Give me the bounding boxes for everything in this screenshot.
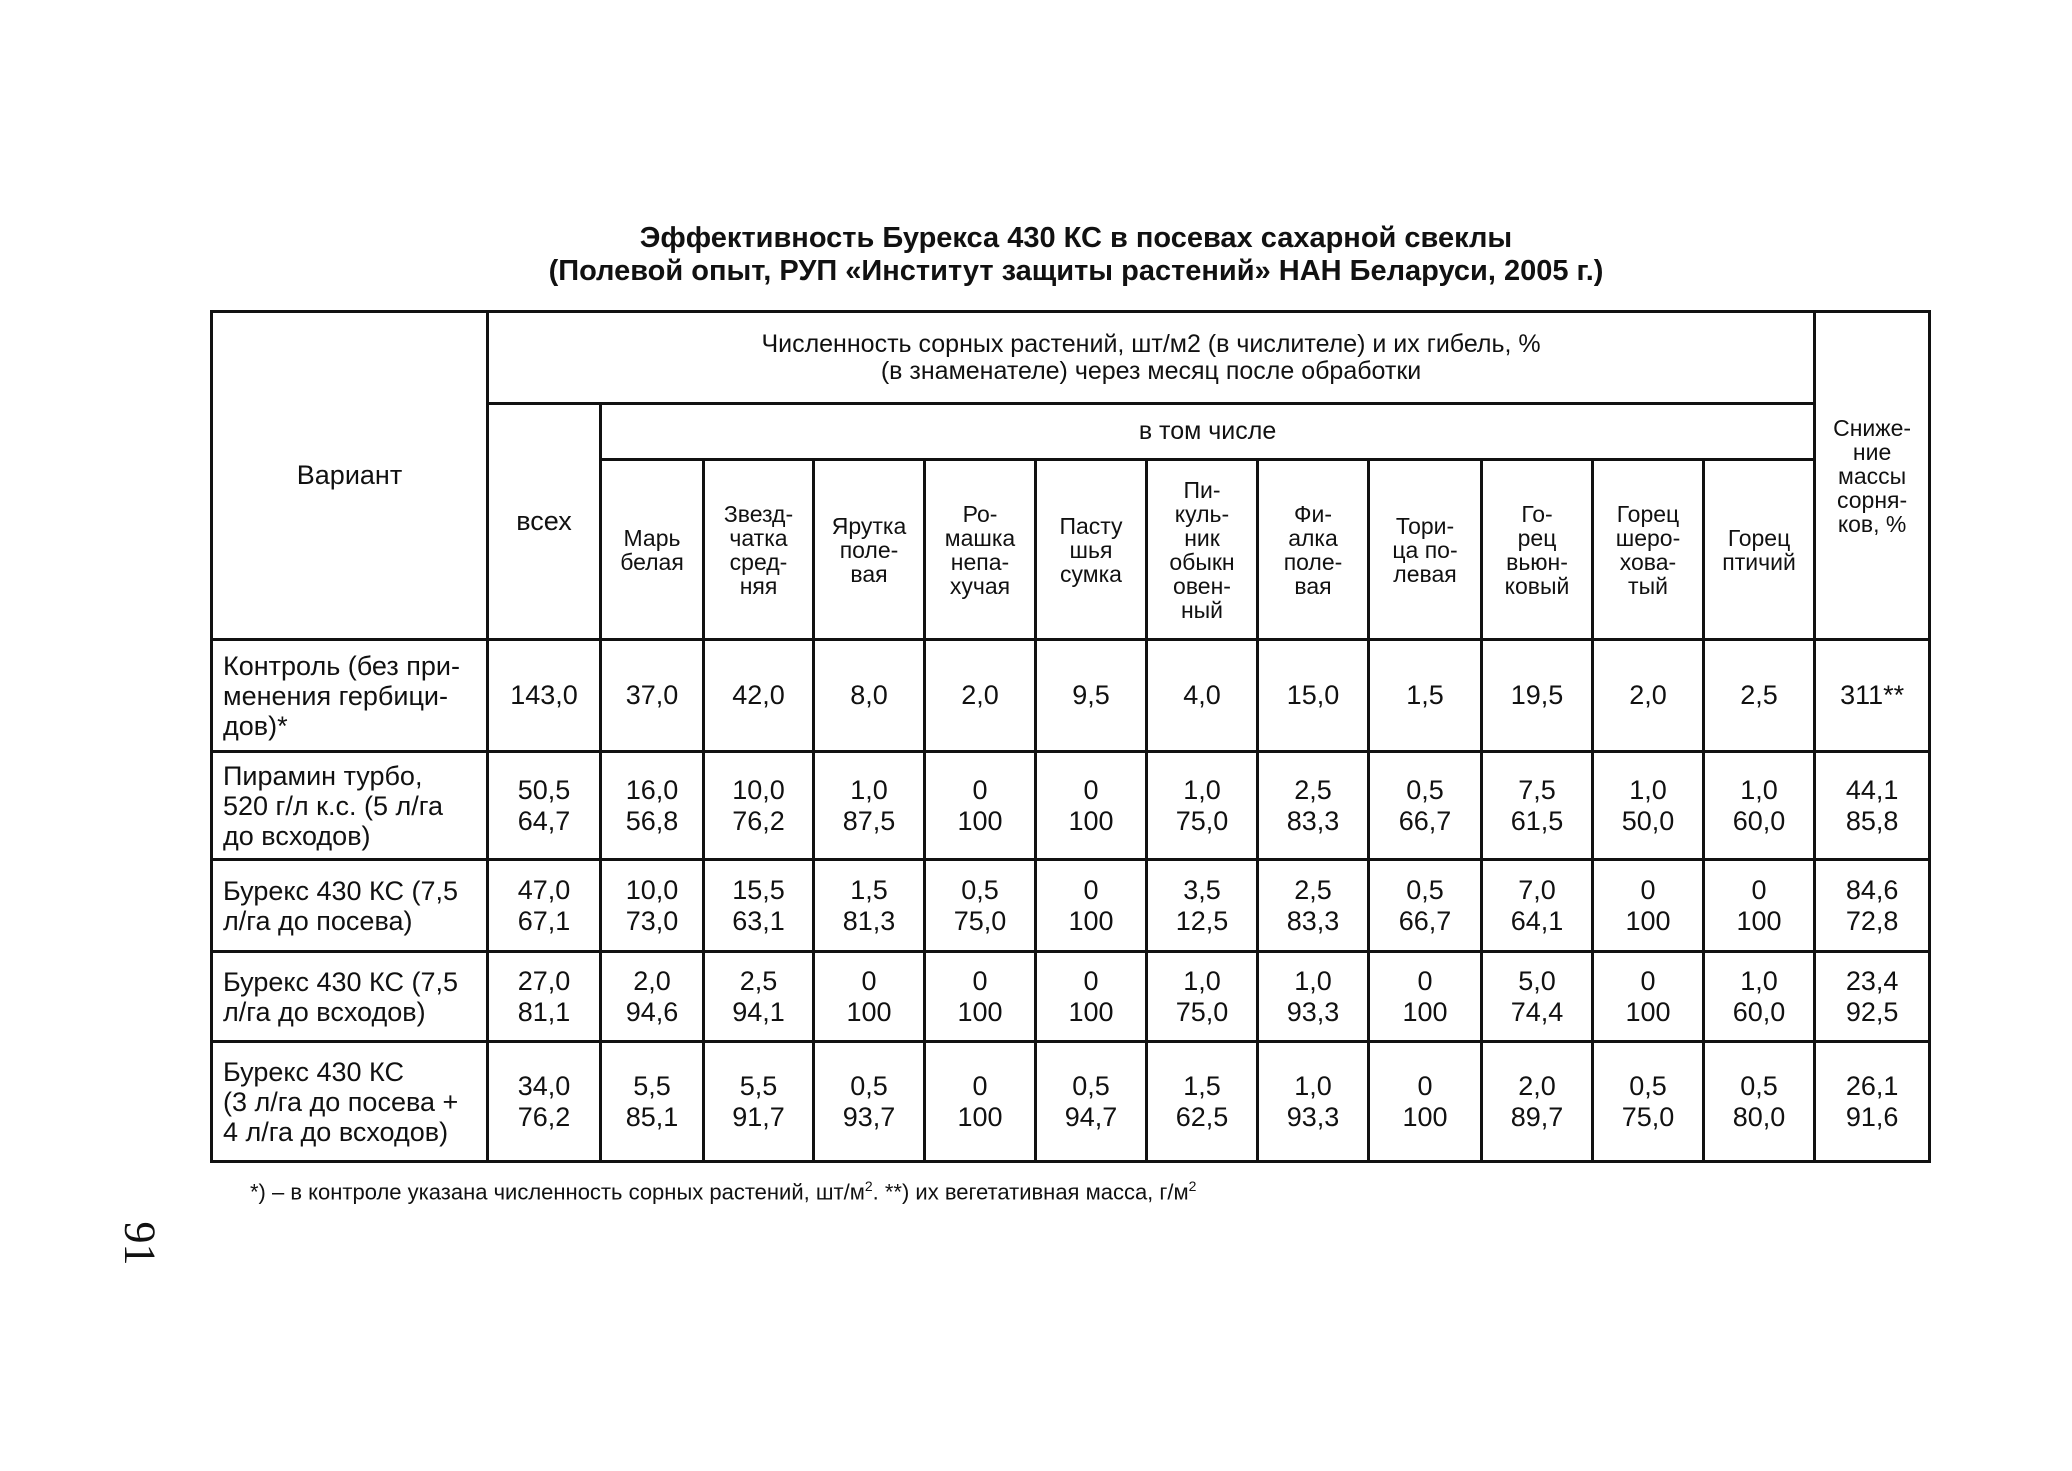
value-line: 100	[1736, 905, 1782, 936]
value-cell	[1369, 952, 1482, 1042]
value-line: 64,7	[517, 805, 571, 836]
variant-line: Пирамин турбо,	[223, 760, 423, 791]
value-line: 93,3	[1286, 996, 1340, 1027]
species-header-line: ца по-	[1392, 536, 1458, 563]
species-header	[601, 460, 704, 640]
value-line: 50,0	[1621, 805, 1675, 836]
species-header-line: поле-	[1283, 548, 1343, 575]
species-header-line: Тори-	[1395, 512, 1455, 539]
total-cell	[488, 640, 601, 752]
value-cell	[1593, 952, 1704, 1042]
species-header	[1704, 460, 1815, 640]
species-header-line: шья	[1069, 536, 1113, 563]
mass-header-line: Сниже-	[1833, 414, 1912, 441]
value-cell	[1369, 640, 1482, 752]
value-line: 2,0	[633, 965, 671, 996]
value-line: 73,0	[625, 905, 679, 936]
value-cell	[814, 952, 925, 1042]
value-cell	[1147, 1042, 1258, 1162]
value-line: 0	[972, 965, 988, 996]
species-header-line: машка	[944, 524, 1016, 551]
value-line: 1,0	[1629, 774, 1667, 805]
value-cell	[814, 640, 925, 752]
species-header	[1369, 460, 1482, 640]
value-line: 12,5	[1175, 905, 1229, 936]
species-header-line: Фи-	[1294, 500, 1332, 527]
variant-cell	[212, 752, 488, 860]
variant-line: менения гербици-	[223, 680, 448, 711]
value-line: 83,3	[1286, 905, 1340, 936]
mass-cell	[1815, 952, 1930, 1042]
value-cell	[601, 640, 704, 752]
value-line: 0,5	[1629, 1070, 1667, 1101]
mass-header-line: сорня-	[1837, 486, 1908, 513]
species-header-line: хова-	[1619, 548, 1677, 575]
value-cell	[1036, 952, 1147, 1042]
value-line: 84,6	[1845, 874, 1899, 905]
value-cell	[1482, 752, 1593, 860]
value-cell	[1704, 640, 1815, 752]
species-header-line: вая	[850, 560, 888, 587]
species-header-line: поле-	[839, 536, 899, 563]
species-header-line: сред-	[729, 548, 788, 575]
species-header-line: обыкн	[1169, 548, 1235, 575]
value-line: 100	[957, 996, 1003, 1027]
variant-line: Бурекс 430 КС	[223, 1056, 404, 1087]
species-header-line: няя	[739, 572, 778, 599]
value-line: 0	[1640, 874, 1656, 905]
variant-header: Вариант	[212, 312, 488, 640]
variant-cell	[212, 860, 488, 952]
variant-line: Контроль (без при-	[223, 650, 460, 681]
value-line: 2,5	[739, 965, 778, 996]
value-line: 2,0	[1518, 1070, 1556, 1101]
weed-count-header-line-1: Численность сорных растений, шт/м2 (в числителе) и их гибель, %	[761, 329, 1541, 358]
value-cell	[1482, 1042, 1593, 1162]
value-cell	[1704, 752, 1815, 860]
value-line: 100	[957, 805, 1003, 836]
value-line: 5,5	[739, 1070, 778, 1101]
total-header: всех	[488, 404, 601, 640]
value-cell	[925, 640, 1036, 752]
value-cell	[1369, 860, 1482, 952]
mass-cell	[1815, 752, 1930, 860]
value-line: 19,5	[1510, 680, 1564, 710]
value-line: 10,0	[625, 874, 679, 905]
value-line: 67,1	[517, 905, 571, 936]
species-header	[1482, 460, 1593, 640]
value-line: 1,0	[1294, 1070, 1332, 1101]
value-cell	[601, 860, 704, 952]
value-line: 0	[1640, 965, 1656, 996]
value-line: 56,8	[625, 805, 679, 836]
value-line: 85,1	[625, 1101, 679, 1132]
value-line: 0	[1417, 1070, 1433, 1101]
value-line: 92,5	[1845, 996, 1899, 1027]
value-cell	[925, 752, 1036, 860]
value-cell	[1704, 860, 1815, 952]
value-cell	[1147, 640, 1258, 752]
table-row	[212, 860, 1930, 952]
value-line: 2,5	[1740, 680, 1778, 710]
value-line: 64,1	[1510, 905, 1564, 936]
species-header	[704, 460, 814, 640]
value-line: 75,0	[1175, 996, 1229, 1027]
species-header-line: Горец	[1616, 500, 1680, 527]
value-cell	[704, 860, 814, 952]
table-title	[210, 222, 1942, 288]
mass-cell	[1815, 640, 1930, 752]
value-line: 100	[1068, 805, 1114, 836]
value-line: 93,3	[1286, 1101, 1340, 1132]
value-line: 26,1	[1845, 1070, 1899, 1101]
value-cell	[1482, 860, 1593, 952]
value-line: 91,7	[732, 1101, 785, 1132]
value-line: 0	[972, 1070, 988, 1101]
value-line: 75,0	[1175, 805, 1229, 836]
value-line: 61,5	[1510, 805, 1564, 836]
value-line: 100	[1068, 905, 1114, 936]
value-line: 42,0	[732, 680, 785, 710]
species-header	[1258, 460, 1369, 640]
value-line: 16,0	[625, 774, 679, 805]
value-cell	[1258, 860, 1369, 952]
value-line: 94,1	[732, 996, 785, 1027]
value-line: 100	[846, 996, 892, 1027]
value-line: 60,0	[1732, 805, 1786, 836]
species-header-line: вьюн-	[1506, 548, 1568, 575]
value-line: 93,7	[842, 1101, 896, 1132]
footnote: *) – в контроле указана численность сорных растений, $шт/м^2$. **) их вегетативная масса, $г/м^2$	[250, 1178, 1197, 1205]
species-header-line: Горец	[1727, 524, 1791, 551]
value-cell	[1036, 752, 1147, 860]
species-header-line: Звезд-	[723, 500, 794, 527]
value-line: 10,0	[732, 774, 785, 805]
value-cell	[1258, 640, 1369, 752]
value-cell	[1482, 640, 1593, 752]
variant-line: дов)*	[223, 710, 288, 741]
value-cell	[1258, 952, 1369, 1042]
species-header-line: тый	[1628, 572, 1668, 599]
value-cell	[1258, 1042, 1369, 1162]
value-line: 0	[1083, 965, 1099, 996]
value-line: 0,5	[1406, 774, 1444, 805]
total-cell	[488, 952, 601, 1042]
value-line: 94,7	[1064, 1101, 1118, 1132]
mass-header-line: массы	[1838, 462, 1907, 489]
including-header: в том числе	[601, 404, 1815, 460]
value-cell	[1593, 1042, 1704, 1162]
value-cell	[1704, 952, 1815, 1042]
value-line: 81,3	[842, 905, 896, 936]
variant-line: Бурекс 430 КС (7,5	[223, 875, 458, 906]
value-cell	[1369, 1042, 1482, 1162]
value-cell	[814, 1042, 925, 1162]
value-line: 62,5	[1175, 1101, 1229, 1132]
value-cell	[814, 752, 925, 860]
species-header-line: алка	[1288, 524, 1338, 551]
table-row	[212, 1042, 1930, 1162]
value-line: 81,1	[517, 996, 571, 1027]
value-line: 0	[861, 965, 877, 996]
value-line: 15,5	[732, 874, 785, 905]
value-cell	[1593, 640, 1704, 752]
species-header-line: Го-	[1521, 500, 1553, 527]
value-cell	[1482, 952, 1593, 1042]
value-line: 66,7	[1398, 905, 1452, 936]
species-header-line: непа-	[950, 548, 1010, 575]
value-line: 75,0	[953, 905, 1007, 936]
mass-cell	[1815, 860, 1930, 952]
efficacy-table	[210, 310, 1931, 1163]
value-cell	[1036, 1042, 1147, 1162]
value-line: 5,5	[633, 1070, 671, 1101]
species-header-line: левая	[1393, 560, 1457, 587]
value-line: 1,0	[1740, 965, 1778, 996]
value-cell	[601, 952, 704, 1042]
mass-reduction-header	[1815, 312, 1930, 640]
value-cell	[1147, 952, 1258, 1042]
value-line: 83,3	[1286, 805, 1340, 836]
value-line: 89,7	[1510, 1101, 1564, 1132]
value-cell	[601, 1042, 704, 1162]
title-line-1: Эффективность Бурекса 430 КС в посевах сахарной свеклы	[639, 222, 1513, 254]
species-header-line: шеро-	[1615, 524, 1681, 551]
value-line: 23,4	[1845, 965, 1899, 996]
total-cell	[488, 1042, 601, 1162]
species-header	[1593, 460, 1704, 640]
value-line: 100	[1402, 996, 1448, 1027]
value-line: 74,4	[1510, 996, 1564, 1027]
value-line: 60,0	[1732, 996, 1786, 1027]
value-line: 143,0	[510, 680, 578, 710]
species-header-line: ник	[1184, 524, 1220, 551]
weed-count-header-line-2: (в знаменателе) через месяц после обработки	[880, 356, 1422, 385]
species-header-line: птичий	[1722, 548, 1796, 575]
value-cell	[1036, 860, 1147, 952]
value-line: 0,5	[1072, 1070, 1110, 1101]
value-cell	[925, 1042, 1036, 1162]
species-header-line: Ярутка	[831, 512, 907, 539]
value-cell	[704, 952, 814, 1042]
variant-line: л/га до всходов)	[223, 996, 426, 1027]
species-header-line: Пи-	[1183, 476, 1221, 503]
value-line: 91,6	[1845, 1101, 1899, 1132]
variant-cell	[212, 1042, 488, 1162]
value-line: 0	[1083, 774, 1099, 805]
value-line: 94,6	[625, 996, 679, 1027]
species-header-line: Ро-	[962, 500, 998, 527]
variant-line: 520 г/л к.с. (5 л/га	[223, 790, 444, 821]
value-cell	[925, 860, 1036, 952]
value-line: 47,0	[517, 874, 571, 905]
value-cell	[1147, 752, 1258, 860]
value-line: 0,5	[1406, 874, 1444, 905]
value-line: 76,2	[732, 805, 785, 836]
table-row	[212, 752, 1930, 860]
species-header	[1147, 460, 1258, 640]
value-cell	[704, 752, 814, 860]
value-line: 0	[1751, 874, 1767, 905]
value-line: 1,5	[1183, 1070, 1221, 1101]
species-header-line: сумка	[1060, 560, 1122, 587]
value-cell	[925, 952, 1036, 1042]
species-header	[814, 460, 925, 640]
value-cell	[1593, 860, 1704, 952]
value-cell	[1258, 752, 1369, 860]
species-header-line: вая	[1294, 572, 1332, 599]
mass-header-line: ков, %	[1837, 510, 1907, 537]
value-line: 7,0	[1518, 874, 1556, 905]
value-cell	[1369, 752, 1482, 860]
value-line: 1,5	[1406, 680, 1444, 710]
species-header-line: чатка	[729, 524, 788, 551]
value-line: 37,0	[625, 680, 679, 710]
species-header-line: хучая	[949, 572, 1011, 599]
variant-line: (3 л/га до посева +	[223, 1086, 459, 1117]
variant-cell	[212, 952, 488, 1042]
value-line: 100	[957, 1101, 1003, 1132]
value-cell	[1036, 640, 1147, 752]
value-line: 44,1	[1845, 774, 1899, 805]
species-header-line: Пасту	[1059, 512, 1123, 539]
value-line: 5,0	[1518, 965, 1556, 996]
value-line: 9,5	[1072, 680, 1110, 710]
mass-cell	[1815, 1042, 1930, 1162]
value-line: 1,0	[1183, 965, 1221, 996]
value-line: 2,5	[1294, 774, 1332, 805]
value-line: 0,5	[1740, 1070, 1778, 1101]
total-cell	[488, 752, 601, 860]
value-line: 100	[1402, 1101, 1448, 1132]
value-cell	[704, 640, 814, 752]
value-line: 2,0	[1629, 680, 1667, 710]
value-line: 50,5	[517, 774, 571, 805]
species-header-line: рец	[1517, 524, 1557, 551]
title-line-2: (Полевой опыт, РУП «Институт защиты растений» НАН Беларуси, 2005 г.)	[548, 255, 1604, 287]
value-line: 7,5	[1518, 774, 1556, 805]
value-line: 2,5	[1294, 874, 1332, 905]
weed-count-header	[488, 312, 1815, 404]
variant-line: до всходов)	[223, 820, 371, 851]
variant-line: 4 л/га до всходов)	[223, 1116, 449, 1147]
total-cell	[488, 860, 601, 952]
value-line: 4,0	[1183, 680, 1221, 710]
species-header-line: ковый	[1504, 572, 1570, 599]
value-cell	[1704, 1042, 1815, 1162]
value-cell	[704, 1042, 814, 1162]
value-line: 75,0	[1621, 1101, 1675, 1132]
value-line: 1,0	[850, 774, 888, 805]
value-line: 1,0	[1740, 774, 1778, 805]
mass-header-line: ние	[1852, 438, 1892, 465]
table-row	[212, 640, 1930, 752]
value-line: 0,5	[961, 874, 999, 905]
species-header	[1036, 460, 1147, 640]
table-row	[212, 952, 1930, 1042]
value-line: 76,2	[517, 1101, 571, 1132]
value-line: 34,0	[517, 1070, 571, 1101]
value-line: 66,7	[1398, 805, 1452, 836]
variant-line: л/га до посева)	[223, 905, 413, 936]
value-line: 311**	[1840, 680, 1905, 710]
value-cell	[1593, 752, 1704, 860]
value-line: 27,0	[517, 965, 571, 996]
value-line: 0,5	[850, 1070, 888, 1101]
value-line: 3,5	[1183, 874, 1221, 905]
value-line: 1,5	[850, 874, 888, 905]
value-line: 87,5	[842, 805, 896, 836]
value-line: 72,8	[1845, 905, 1899, 936]
species-header-line: Марь	[623, 524, 681, 551]
page-number: 91	[115, 1221, 165, 1266]
value-line: 0	[972, 774, 988, 805]
variant-line: Бурекс 430 КС (7,5	[223, 966, 458, 997]
variant-cell	[212, 640, 488, 752]
value-cell	[1147, 860, 1258, 952]
value-line: 100	[1068, 996, 1114, 1027]
value-line: 8,0	[850, 680, 888, 710]
species-header-line: куль-	[1174, 500, 1230, 527]
value-line: 1,0	[1183, 774, 1221, 805]
value-line: 0	[1083, 874, 1099, 905]
value-line: 100	[1625, 905, 1671, 936]
value-line: 85,8	[1845, 805, 1899, 836]
value-line: 2,0	[961, 680, 999, 710]
species-header-line: белая	[620, 548, 684, 575]
species-header-line: овен-	[1173, 572, 1231, 599]
species-header	[925, 460, 1036, 640]
value-line: 100	[1625, 996, 1671, 1027]
value-cell	[814, 860, 925, 952]
value-cell	[601, 752, 704, 860]
value-line: 80,0	[1732, 1101, 1786, 1132]
value-line: 0	[1417, 965, 1433, 996]
value-line: 15,0	[1286, 680, 1340, 710]
value-line: 1,0	[1294, 965, 1332, 996]
value-line: 63,1	[732, 905, 785, 936]
species-header-line: ный	[1180, 596, 1224, 623]
